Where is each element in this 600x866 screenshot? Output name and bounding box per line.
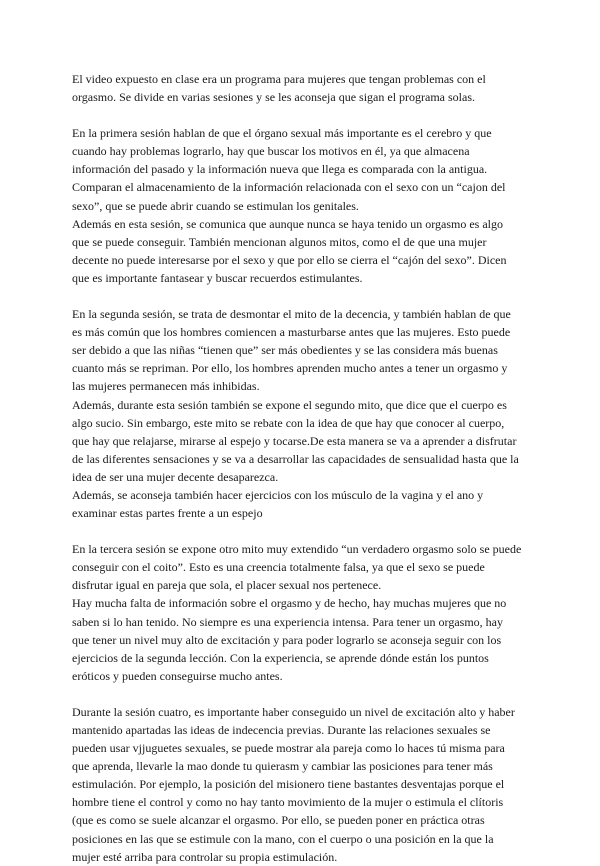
paragraph: Además en esta sesión, se comunica que aunque nunca se haya tenido un orgasmo es algo que se puede conseguir. También mencionan algunos mitos, como el de que una mujer decente no puede interesarse por el sexo y que por ello se cierra el “cajón del sexo”. Dicen que es importante fantasear y buscar recuerdos estimulantes. <box>72 216 507 285</box>
document-body <box>72 70 522 866</box>
intro-section <box>72 70 522 106</box>
session-three-section <box>72 540 522 685</box>
paragraph: Durante la sesión cuatro, es importante haber conseguido un nivel de excitación alto y haber mantenido apartadas las ideas de indecencia previas. Durante las relaciones sexuales se pueden usar vjjuguetes sexuales, se puede mostrar ala pareja como lo haces tú misma para que aprenda, llevarle la mao donde tu quierasm y cambiar las posiciones para tener más estimulación. Por ejemplo, la posición del misionero tiene bastantes desventajas porque el hombre tiene el control y como no hay tanto movimiento de la mujer o estimula el clítoris (que es como se suele alcanzar el orgasmo. Por ello, se pueden poner en práctica otras posiciones en las que se estimule con la mano, con el cuerpo o una posición en la que la mujer esté arriba para controlar su propia estimulación. <box>72 704 515 864</box>
session-one-section <box>72 124 522 287</box>
paragraph: El video expuesto en clase era un programa para mujeres que tengan problemas con el orgasmo. Se divide en varias sesiones y se les aconseja que sigan el programa solas. <box>72 72 486 105</box>
paragraph: Además, durante esta sesión también se expone el segundo mito, que dice que el cuerpo es algo sucio. Sin embargo, este mito se rebate con la idea de que hay que conocer al cuerpo, que hay que relajarse, mirarse al espejo y tocarse.De esta manera se va a aprender a disfrutar de las diferentes sensaciones y se va a desarrollar las capacidades de sensualidad hasta que la idea de ser una mujer decente desaparezca. <box>72 397 519 484</box>
paragraph: En la segunda sesión, se trata de desmontar el mito de la decencia, y también hablan de que es más común que los hombres comiencen a masturbarse antes que las mujeres. Esto puede ser debido a que las niñas “tienen que” ser más obedientes y se las considera más buenas cuanto más se repriman. Por ello, los hombres aprenden mucho antes a tener un orgasmo y las mujeres permanecen más inhibidas. <box>72 307 511 394</box>
paragraph: Hay mucha falta de información sobre el orgasmo y de hecho, hay muchas mujeres que no saben si lo han tenido. No siempre es una experiencia intensa. Para tener un orgasmo, hay que tener un nivel muy alto de excitación y para poder lograrlo se aconseja seguir con los ejercicios de la segunda lección. Con la experiencia, se aprende dónde están los puntos eróticos y pueden conseguirse mucho antes. <box>72 596 507 683</box>
paragraph: En la primera sesión hablan de que el órgano sexual más importante es el cerebro y que cuando hay problemas lograrlo, hay que buscar los motivos en él, ya que almacena información del pasado y la información nueva que llega es comparada con la antigua. Comparan el almacenamiento de la información relacionada con el sexo con un “cajon del sexo”, que se puede abrir cuando se estimulan los genitales. <box>72 126 506 213</box>
session-four-section <box>72 703 522 866</box>
paragraph: En la tercera sesión se expone otro mito muy extendido “un verdadero orgasmo solo se puede conseguir con el coito”. Esto es una creencia totalmente falsa, ya que el sexo se puede disfrutar igual en pareja que sola, el placer sexual nos pertenece. <box>72 542 522 593</box>
session-two-section <box>72 305 522 522</box>
paragraph: Además, se aconseja también hacer ejercicios con los músculo de la vagina y el ano y examinar estas partes frente a un espejo <box>72 487 484 521</box>
